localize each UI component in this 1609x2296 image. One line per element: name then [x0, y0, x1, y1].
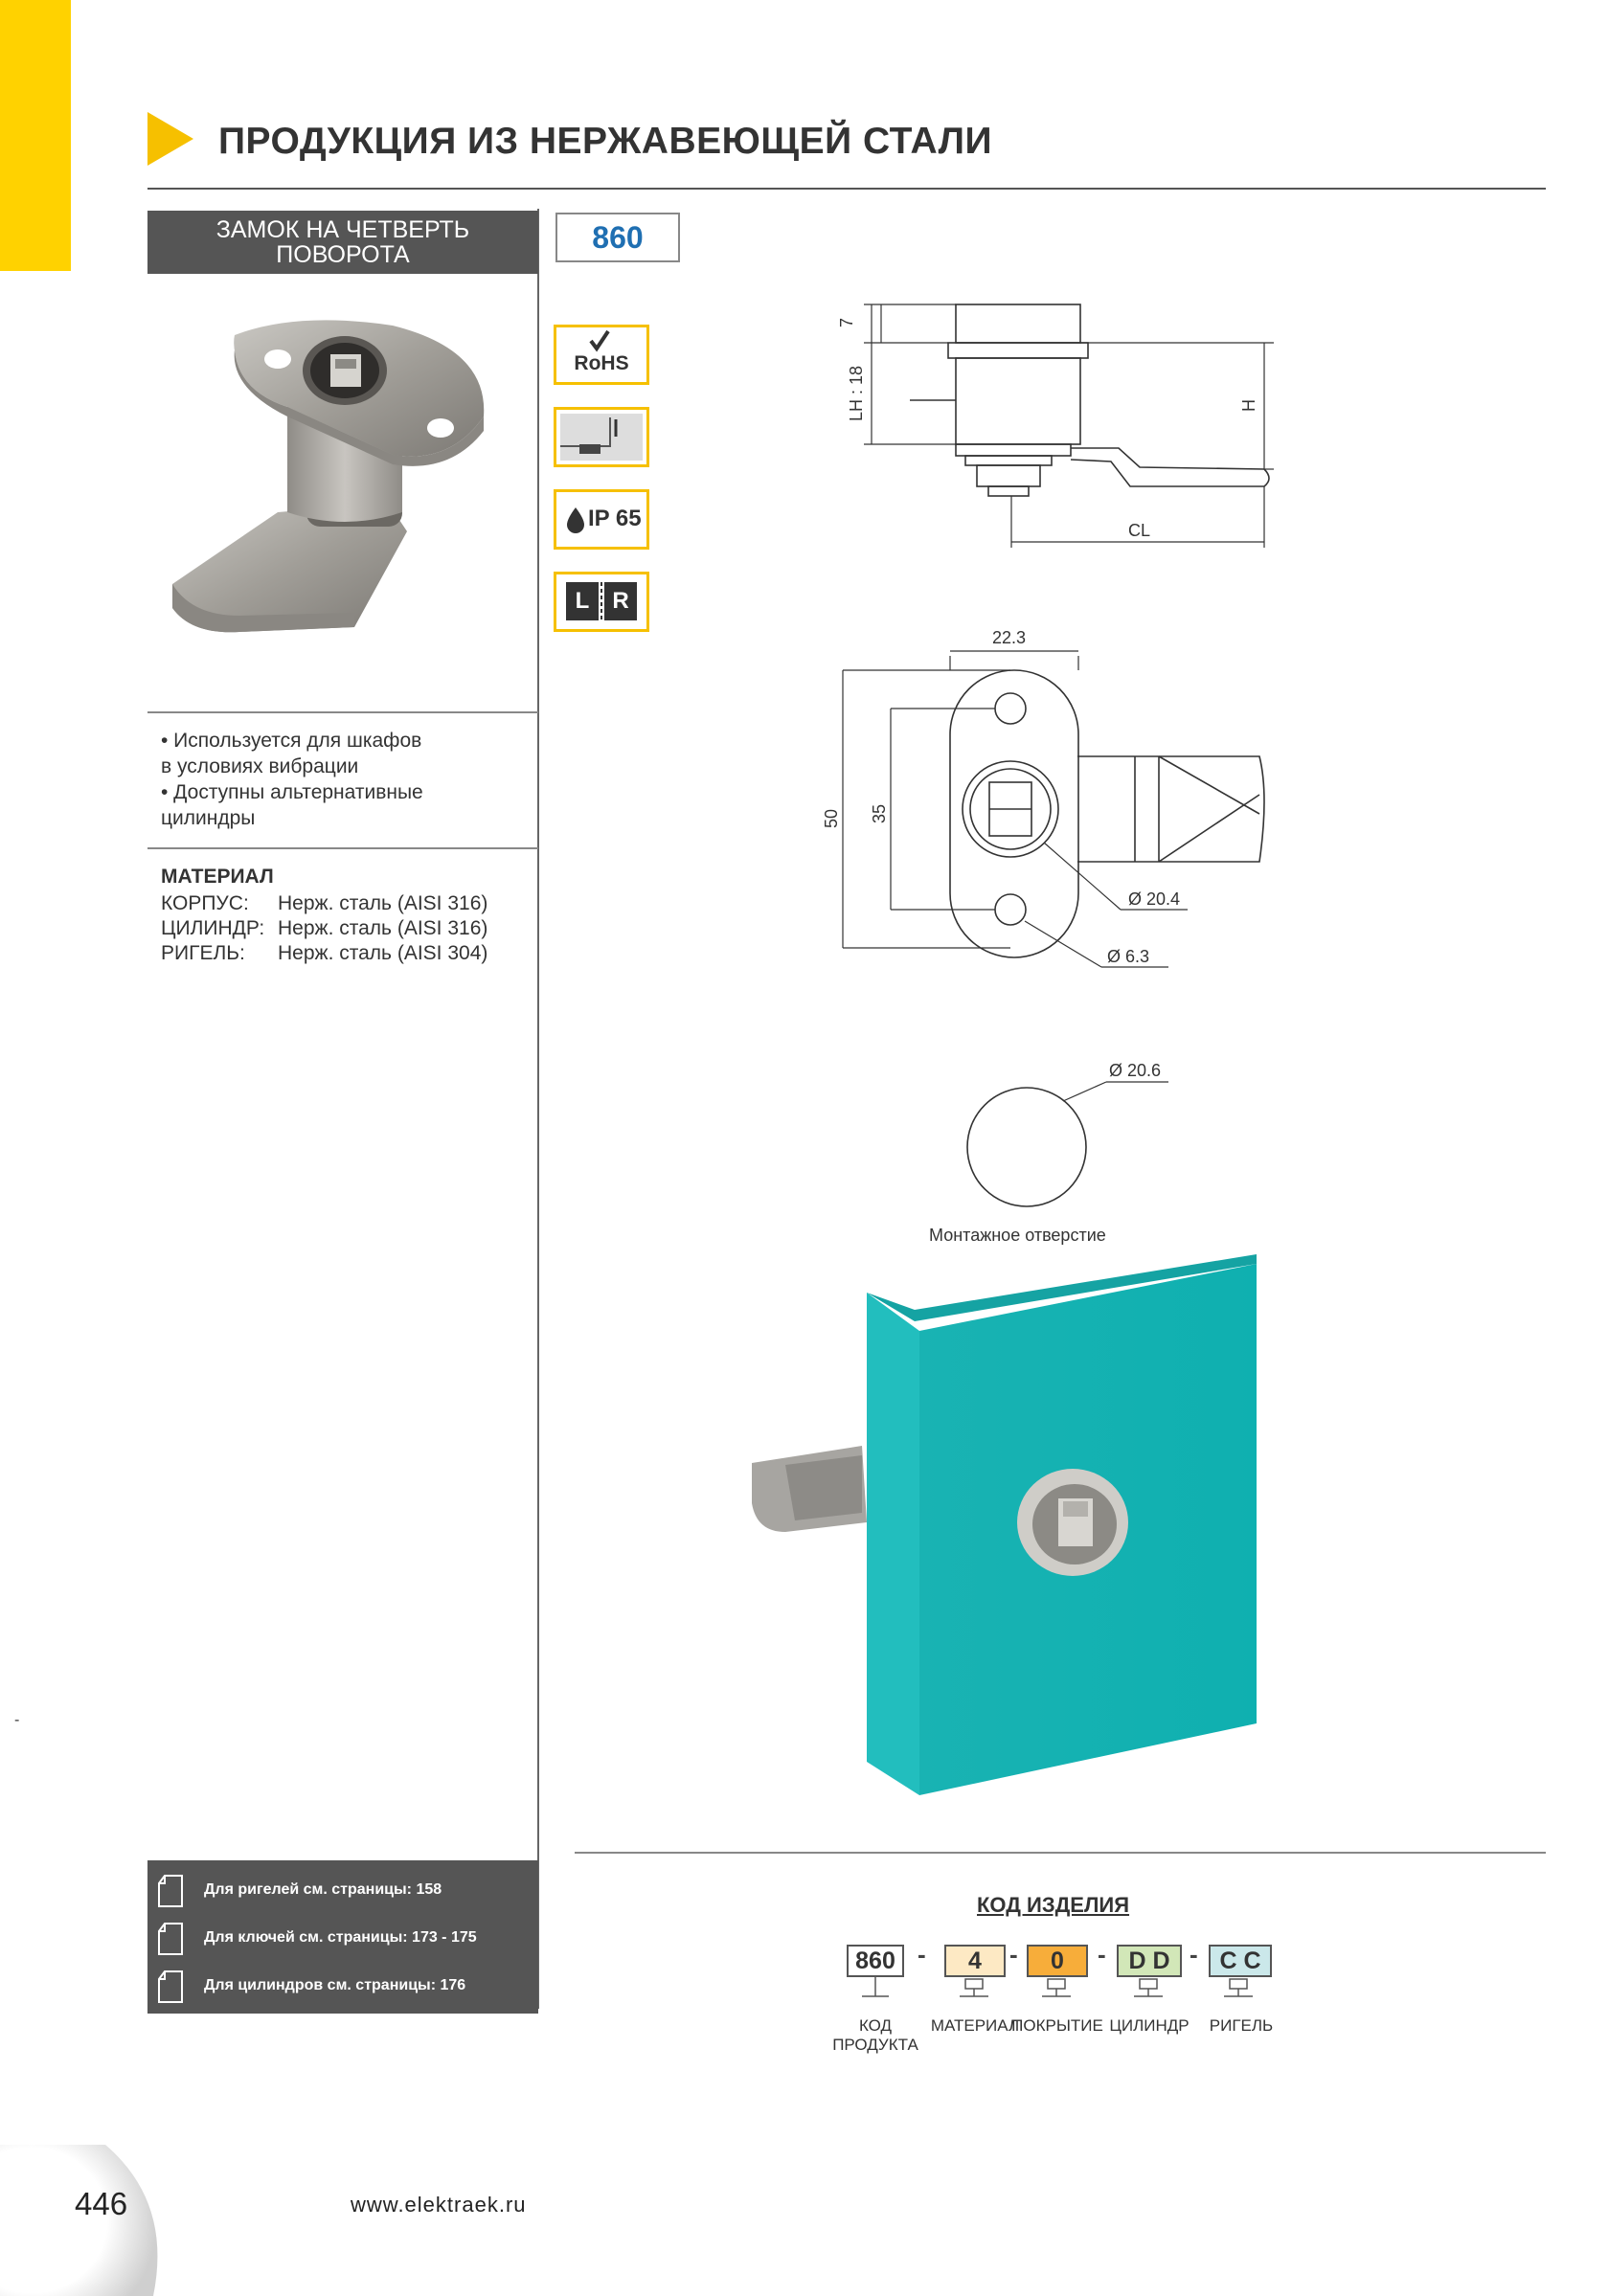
material-label: ЦИЛИНДР: [161, 917, 265, 939]
mounting-hole [967, 1088, 1086, 1206]
reference-cams[interactable] [147, 1872, 538, 1910]
ip65-label: IP 65 [588, 506, 642, 531]
page-title: ПРОДУКЦИЯ ИЗ НЕРЖАВЕЮЩЕЙ СТАЛИ [218, 121, 993, 162]
rohs-label: RoHS [574, 352, 629, 374]
dim-top: 7 [837, 317, 856, 327]
material-row-cam [161, 942, 487, 965]
material-row-cylinder [161, 917, 487, 940]
left-label: L [575, 588, 590, 614]
code-part-material: 4 [944, 1945, 1006, 1977]
references-box [147, 1860, 538, 2014]
page-icon [155, 1874, 186, 1908]
code-label-material: МАТЕРИАЛ [930, 2016, 1020, 2035]
dim-mount-dia: Ø 20.6 [1109, 1061, 1162, 1080]
reference-text: Для ключей см. страницы: 173 - 175 [204, 1929, 477, 1946]
reference-text: Для ригелей см. страницы: 158 [204, 1881, 442, 1898]
material-label: КОРПУС: [161, 892, 249, 914]
code-divider [575, 1852, 1546, 1854]
product-code-title: КОД ИЗДЕЛИЯ [977, 1893, 1130, 1917]
column-divider [537, 209, 539, 2009]
website-link[interactable]: www.elektraek.ru [351, 2193, 527, 2217]
product-name-line1: ЗАМОК НА ЧЕТВЕРТЬ [215, 216, 470, 243]
dim-height: 50 [822, 808, 841, 828]
code-dash: - [1190, 1940, 1198, 1969]
divider-features [147, 711, 538, 713]
product-name-box [147, 211, 538, 274]
reference-cylinders[interactable] [147, 1968, 538, 2006]
page-number: 446 [75, 2186, 128, 2221]
reference-text: Для цилиндров см. страницы: 176 [204, 1977, 466, 1993]
dim-cyl-dia: Ø 20.4 [1128, 889, 1181, 909]
code-connectors [843, 1977, 1283, 2015]
code-label-cam: РИГЕЛЬ [1209, 2016, 1274, 2035]
reference-keys[interactable] [147, 1920, 538, 1958]
feature-2: • Доступны альтернативные [161, 781, 423, 803]
product-name-line2: ПОВОРОТА [276, 241, 410, 268]
material-value: Нерж. сталь (AISI 304) [278, 942, 488, 964]
feature-1b: в условиях вибрации [161, 755, 359, 777]
code-part-cylinder: D D [1117, 1945, 1182, 1977]
technical-drawing [814, 278, 1312, 1235]
code-label-line: ПРОДУКТА [832, 2036, 918, 2054]
dim-hole-spacing: 35 [870, 803, 889, 823]
page-icon [155, 1970, 186, 2004]
code-part-cam: C C [1209, 1945, 1272, 1977]
material-row-body [161, 892, 487, 915]
dim-cl: CL [1128, 521, 1151, 540]
mounting-hole-caption: Монтажное отверстие [929, 1226, 1106, 1245]
code-part-coating: 0 [1027, 1945, 1088, 1977]
panel-illustration [728, 1254, 1264, 1810]
feature-2b: цилиндры [161, 807, 256, 829]
product-photo [163, 311, 517, 656]
material-label: РИГЕЛЬ: [161, 942, 245, 964]
title-arrow-icon [147, 112, 193, 166]
material-value: Нерж. сталь (AISI 316) [278, 917, 488, 939]
side-view [910, 304, 1269, 496]
code-label-coating: ПОКРЫТИЕ [1011, 2016, 1103, 2035]
yellow-accent-bar [0, 0, 71, 271]
dim-hole-dia: Ø 6.3 [1107, 947, 1150, 966]
code-label-line: КОД [858, 2016, 893, 2035]
code-part-product: 860 [847, 1945, 904, 1977]
page-icon [155, 1922, 186, 1956]
right-label: R [612, 588, 629, 614]
code-label-product [827, 2016, 923, 2055]
front-view [950, 670, 1264, 957]
ip65-icon [554, 489, 649, 550]
code-dash: - [918, 1940, 926, 1969]
dim-lh: LH : 18 [847, 365, 866, 421]
dim-h: H [1239, 399, 1258, 412]
rohs-icon [554, 325, 649, 385]
product-code-badge: 860 [555, 213, 680, 262]
code-dash: - [1009, 1940, 1018, 1969]
panel-cutout-icon [554, 407, 649, 467]
material-title: МАТЕРИАЛ [161, 866, 274, 888]
material-value: Нерж. сталь (AISI 316) [278, 892, 488, 914]
code-dash: - [1098, 1940, 1106, 1969]
divider-material [147, 847, 538, 849]
dim-width: 22.3 [992, 628, 1027, 647]
title-divider [147, 188, 1546, 190]
feature-1: • Используется для шкафов [161, 730, 422, 752]
code-label-cylinder: ЦИЛИНДР [1109, 2016, 1190, 2035]
stray-mark: - [14, 1712, 20, 1728]
left-right-icon [554, 572, 649, 632]
